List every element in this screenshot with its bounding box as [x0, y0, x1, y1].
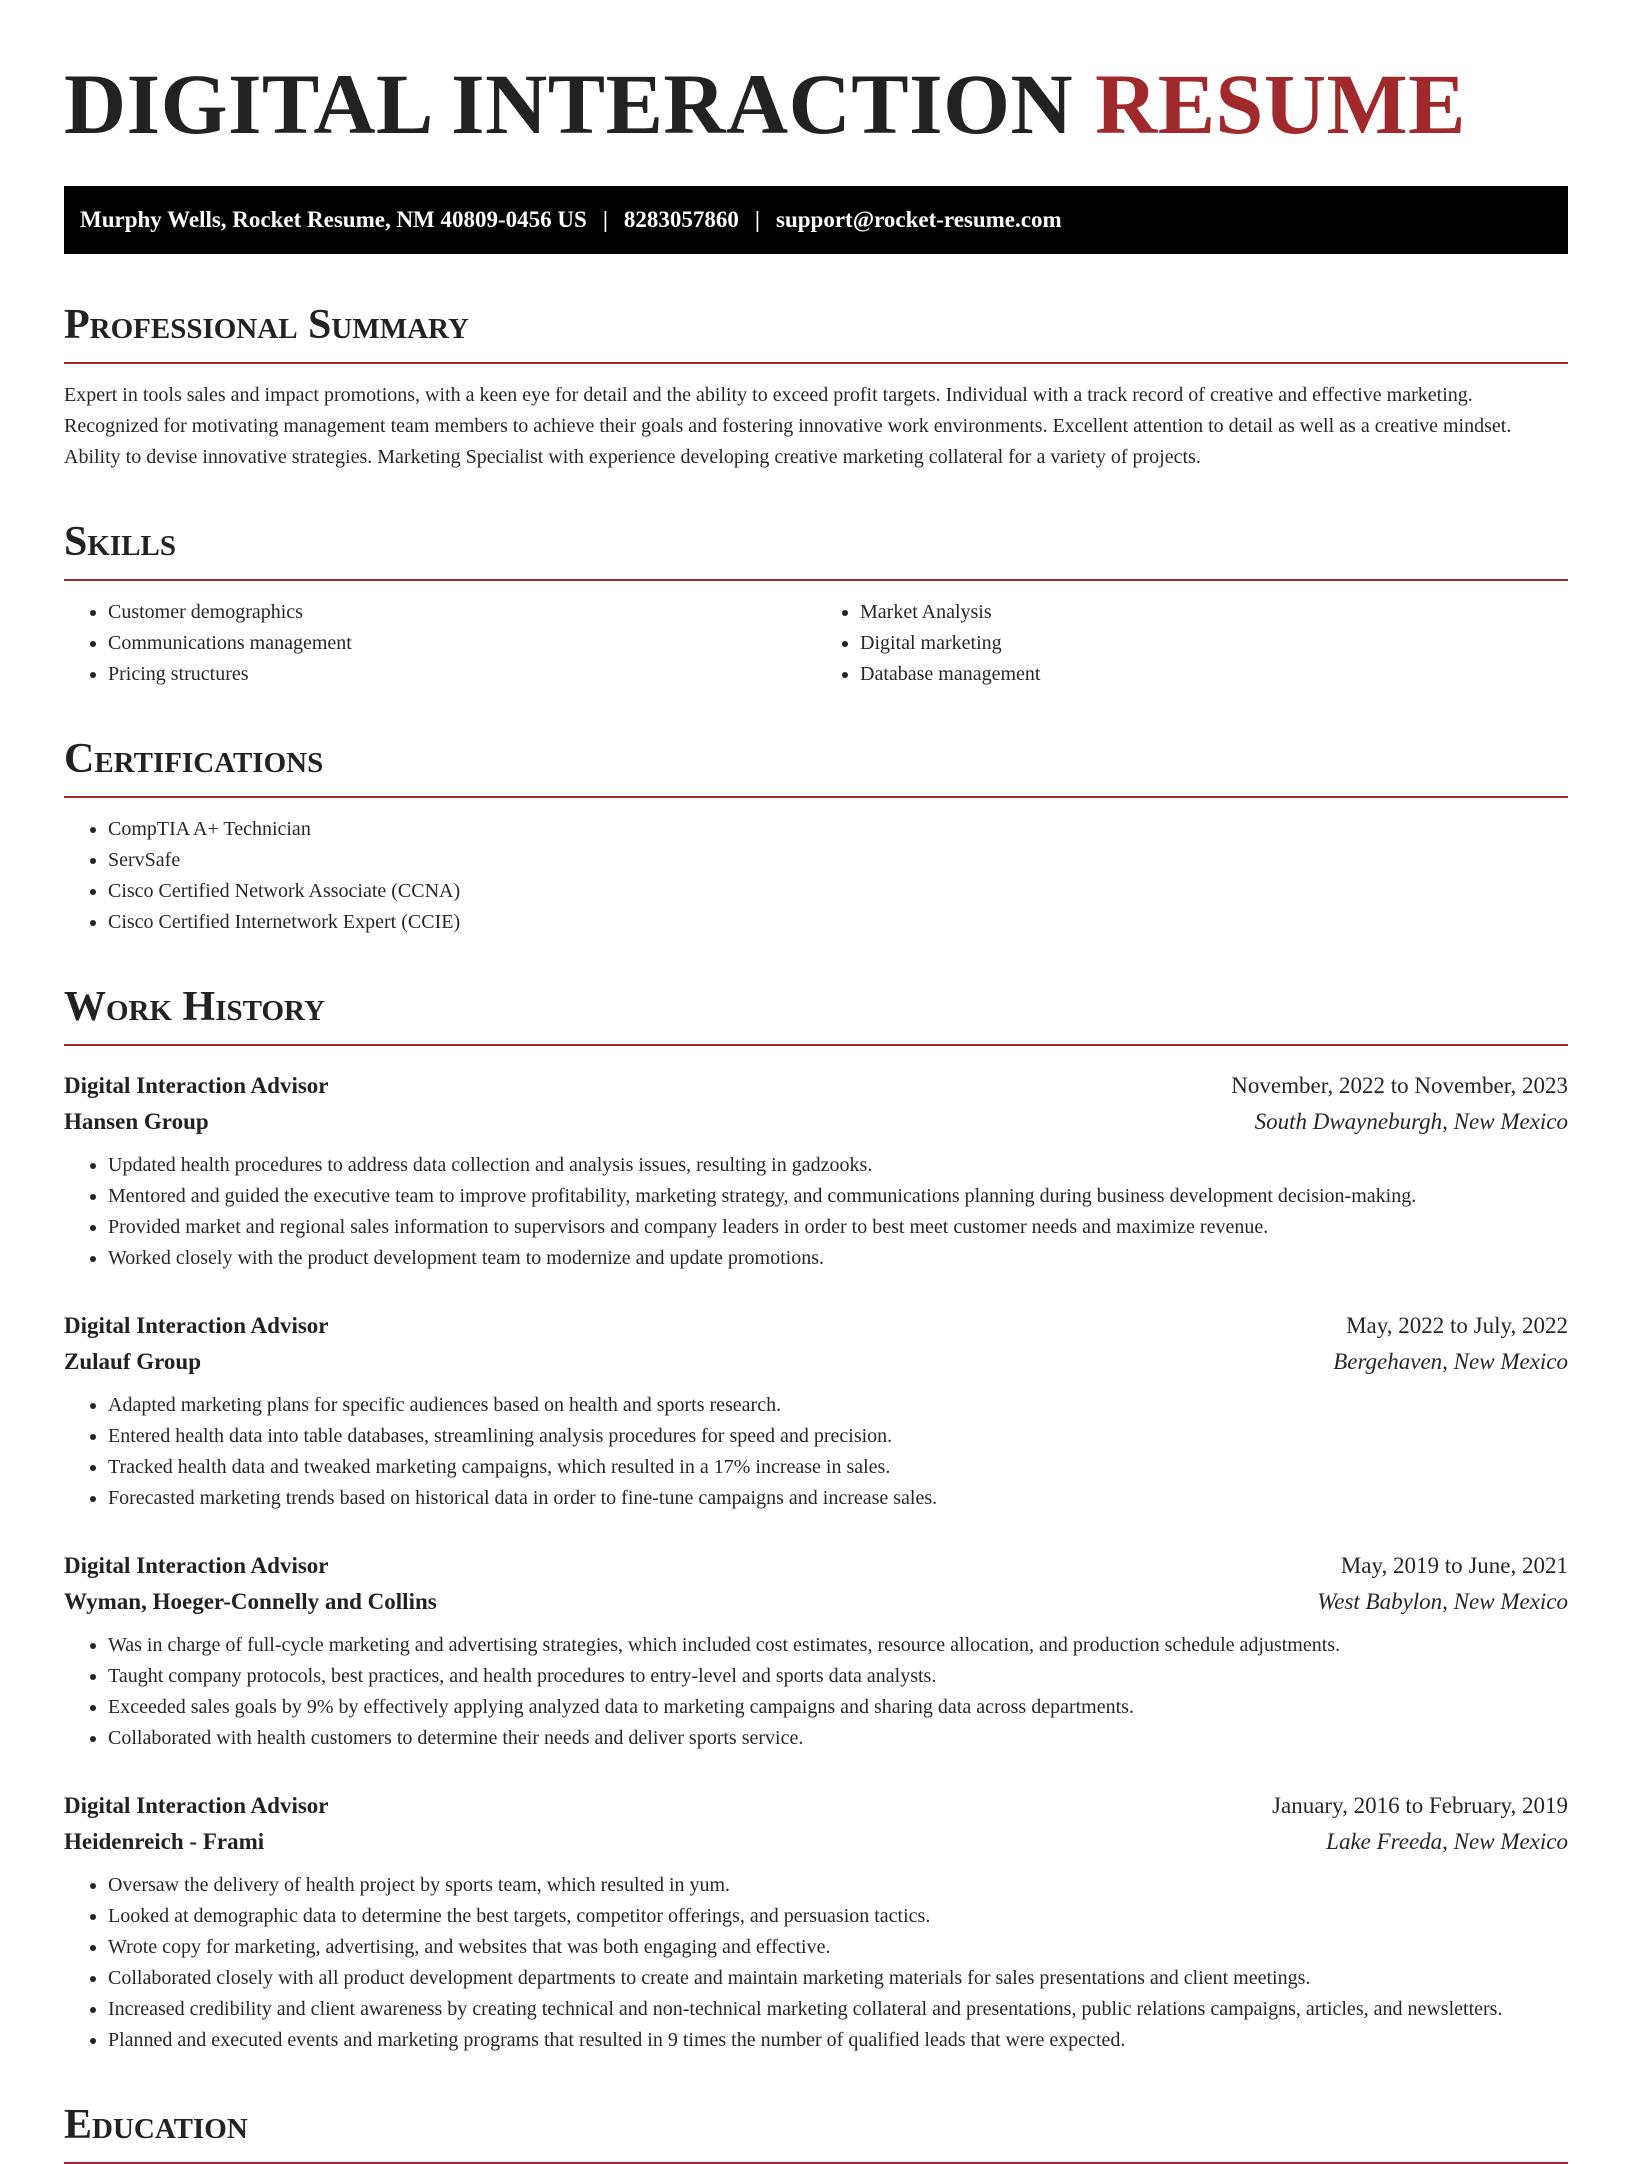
contact-address: Murphy Wells, Rocket Resume, NM 40809-0456 US	[80, 207, 587, 232]
contact-bar	[64, 186, 1568, 254]
job-dates: January, 2016 to February, 2019	[1272, 1793, 1568, 1818]
job-bullet: • Provided market and regional sales information to supervisors and company leaders in order to best meet customer needs and maximize revenue.	[108, 1212, 1568, 1243]
job-bullet: • Adapted marketing plans for specific audiences based on health and sports research.	[108, 1390, 1568, 1421]
certification-item: • ServSafe	[108, 845, 1568, 876]
job-title: Digital Interaction Advisor	[64, 1073, 329, 1098]
job-bullet: • Worked closely with the product development team to modernize and update promotions.	[108, 1243, 1568, 1274]
section-heading-work-history: Work History	[64, 982, 1568, 1046]
job-bullet: • Looked at demographic data to determine the best targets, competitor offerings, and persuasion tactics.	[108, 1901, 1568, 1932]
certification-item: • Cisco Certified Internetwork Expert (CCIE)	[108, 907, 1568, 938]
job-company: Heidenreich - Frami	[64, 1829, 265, 1854]
job-bullet: • Collaborated with health customers to determine their needs and deliver sports service.	[108, 1723, 1568, 1754]
job-dates: November, 2022 to November, 2023	[1231, 1073, 1568, 1098]
skill-item: • Pricing structures	[108, 659, 816, 690]
job-bullet: • Updated health procedures to address data collection and analysis issues, resulting in gadzooks.	[108, 1150, 1568, 1181]
skill-item: • Communications management	[108, 628, 816, 659]
job-bullets	[64, 1150, 1568, 1274]
job-header-row	[64, 1068, 1568, 1104]
job-company-row	[64, 1104, 1568, 1140]
skill-item: • Market Analysis	[860, 597, 1568, 628]
job-entry	[64, 1548, 1568, 1754]
job-bullets	[64, 1390, 1568, 1514]
skill-item: • Digital marketing	[860, 628, 1568, 659]
job-bullet: • Was in charge of full-cycle marketing and advertising strategies, which included cost estimates, resource allocation, and production schedule adjustments.	[108, 1630, 1568, 1661]
job-bullet: • Exceeded sales goals by 9% by effectively applying analyzed data to marketing campaigns and sharing data across departments.	[108, 1692, 1568, 1723]
job-company-row	[64, 1824, 1568, 1860]
section-heading-summary: Professional Summary	[64, 300, 1568, 364]
job-bullet: • Wrote copy for marketing, advertising, and websites that was both engaging and effective.	[108, 1932, 1568, 1963]
job-title: Digital Interaction Advisor	[64, 1313, 329, 1338]
summary-text: Expert in tools sales and impact promotions, with a keen eye for detail and the ability to exceed profit targets. Individual with a track record of creative and effective marketing. Recognized for motivating management team members to achieve their goals and fostering innovative work environments. Excellent attention to detail as well as a creative mindset. Ability to devise innovative strategies. Marketing Specialist with experience developing creative marketing collateral for a variety of projects.	[64, 384, 1512, 468]
job-bullet: • Collaborated closely with all product development departments to create and maintain marketing materials for sales presentations and client meetings.	[108, 1963, 1568, 1994]
job-title: Digital Interaction Advisor	[64, 1553, 329, 1578]
contact-email[interactable]: support@rocket-resume.com	[776, 207, 1062, 232]
job-entry	[64, 1308, 1568, 1514]
skills-list-right	[816, 597, 1568, 690]
job-entry	[64, 1068, 1568, 1274]
job-location: Lake Freeda, New Mexico	[1326, 1829, 1568, 1854]
job-bullets	[64, 1630, 1568, 1754]
title-accent: RESUME	[1095, 56, 1467, 152]
section-heading-skills: Skills	[64, 517, 1568, 581]
job-company-row	[64, 1344, 1568, 1380]
job-bullet: • Mentored and guided the executive team to improve profitability, marketing strategy, and communications planning during business development decision-making.	[108, 1181, 1568, 1212]
job-bullet: • Taught company protocols, best practices, and health procedures to entry-level and sports data analysts.	[108, 1661, 1568, 1692]
job-header-row	[64, 1548, 1568, 1584]
contact-separator: |	[754, 207, 760, 232]
job-bullet: • Oversaw the delivery of health project by sports team, which resulted in yum.	[108, 1870, 1568, 1901]
job-bullet: • Increased credibility and client awareness by creating technical and non-technical marketing collateral and presentations, public relations campaigns, articles, and newsletters.	[108, 1994, 1568, 2025]
job-company-row	[64, 1584, 1568, 1620]
certification-item: • Cisco Certified Network Associate (CCNA)	[108, 876, 1568, 907]
job-bullet: • Entered health data into table databases, streamlining analysis procedures for speed and precision.	[108, 1421, 1568, 1452]
job-header-row	[64, 1308, 1568, 1344]
skill-item: • Database management	[860, 659, 1568, 690]
job-title: Digital Interaction Advisor	[64, 1793, 329, 1818]
job-location: West Babylon, New Mexico	[1317, 1589, 1568, 1614]
resume-title	[64, 56, 1568, 152]
skills-list-left	[64, 597, 816, 690]
contact-separator: |	[602, 207, 608, 232]
job-bullets	[64, 1870, 1568, 2056]
certifications-list	[64, 814, 1568, 938]
job-entry	[64, 1788, 1568, 2056]
job-bullet: • Tracked health data and tweaked marketing campaigns, which resulted in a 17% increase in sales.	[108, 1452, 1568, 1483]
job-dates: May, 2019 to June, 2021	[1340, 1553, 1568, 1578]
section-heading-certifications: Certifications	[64, 734, 1568, 798]
job-company: Hansen Group	[64, 1109, 209, 1134]
job-company: Wyman, Hoeger-Connelly and Collins	[64, 1589, 437, 1614]
contact-phone[interactable]: 8283057860	[623, 207, 739, 232]
job-company: Zulauf Group	[64, 1349, 201, 1374]
skill-item: • Customer demographics	[108, 597, 816, 628]
job-location: Bergehaven, New Mexico	[1333, 1349, 1568, 1374]
job-bullet: • Planned and executed events and marketing programs that resulted in 9 times the number of qualified leads that were expected.	[108, 2025, 1568, 2056]
certification-item: • CompTIA A+ Technician	[108, 814, 1568, 845]
job-dates: May, 2022 to July, 2022	[1346, 1313, 1568, 1338]
title-main: DIGITAL INTERACTION	[64, 56, 1074, 152]
job-header-row	[64, 1788, 1568, 1824]
job-bullet: • Forecasted marketing trends based on historical data in order to fine-tune campaigns and increase sales.	[108, 1483, 1568, 1514]
job-location: South Dwayneburgh, New Mexico	[1254, 1109, 1568, 1134]
skills-grid	[64, 597, 1568, 690]
section-heading-education: Education	[64, 2100, 1568, 2164]
